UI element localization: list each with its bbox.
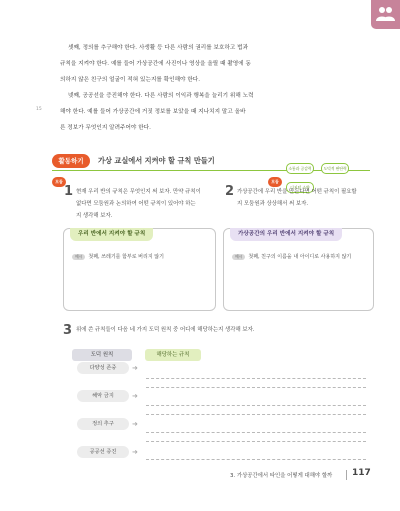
- intro-paragraph-2: [60, 88, 352, 136]
- text-line: 른 정보가 무엇인지 알려주어야 한다.: [60, 125, 151, 131]
- answer-line[interactable]: [146, 387, 366, 388]
- group-badge: 모둠: [268, 177, 282, 187]
- text-line: 해야 한다. 예를 들어 가상공간에 거짓 정보를 보았을 때 지나치지 말고 올바: [60, 109, 246, 115]
- example-tag: 예시: [232, 254, 245, 260]
- principle-label: 해악 금지: [77, 390, 129, 402]
- activity-title: 가상 교실에서 지켜야 할 규칙 만들기: [98, 156, 215, 165]
- arrow-right-icon: ➜: [132, 392, 138, 400]
- principle-column-header: 도덕 원칙: [72, 349, 132, 361]
- question-text: 위에 쓴 규칙들이 다음 네 가지 도덕 원칙 중 어디에 해당하는지 생각해 보자.: [76, 327, 255, 333]
- footer-chapter-title: 3. 가상공간에서 타인을 어떻게 대해야 할까: [230, 473, 333, 479]
- arrow-right-icon: ➜: [132, 364, 138, 372]
- virtual-class-rules-panel[interactable]: [223, 228, 374, 311]
- text-line: 현재 우리 반의 규칙은 무엇인지 써 보자. 만약 규칙이: [76, 189, 201, 195]
- text-line: 가상공간에 우리 반을 만든다면 어떤 규칙이 필요할: [237, 189, 357, 195]
- answer-line[interactable]: [146, 405, 366, 406]
- group-badge: 모둠: [52, 177, 66, 187]
- arrow-right-icon: ➜: [132, 420, 138, 428]
- example-text: 첫째, 쓰레기를 함부로 버리지 않기: [88, 254, 164, 260]
- example-line: [232, 253, 351, 260]
- answer-line[interactable]: [146, 432, 366, 433]
- page-number: 117: [352, 468, 371, 478]
- answer-line[interactable]: [146, 414, 366, 415]
- question-number: 2: [225, 184, 235, 199]
- current-class-rules-panel[interactable]: [63, 228, 216, 311]
- rule-column-header: 해당하는 규칙: [145, 349, 201, 361]
- text-line: 규칙을 지켜야 한다. 예를 들어 가상공간에 사진이나 영상을 올릴 때 촬영에 동: [60, 61, 251, 67]
- principle-label: 공공선 증진: [77, 446, 129, 458]
- text-line: 없다면 모둠원과 논의하여 어떤 규칙이 있어야 하는: [76, 201, 196, 207]
- activity-tag: 활동하기: [52, 154, 90, 168]
- answer-line[interactable]: [146, 441, 366, 442]
- answer-line[interactable]: [146, 459, 366, 460]
- chapter-corner-tab: [371, 0, 400, 29]
- question-number: 3: [63, 323, 73, 338]
- competency-badge: 소통과 공감력: [286, 163, 314, 174]
- people-icon: [376, 6, 395, 22]
- intro-paragraph-1: [60, 40, 352, 88]
- example-tag: 예시: [72, 254, 85, 260]
- arrow-right-icon: ➜: [132, 448, 138, 456]
- question-number: 1: [64, 184, 74, 199]
- answer-line[interactable]: [146, 378, 366, 379]
- footer-divider: [346, 470, 347, 480]
- text-line: 지 생각해 보자.: [76, 213, 113, 219]
- question-text: [76, 186, 221, 222]
- text-line: 지 모둠원과 상상해서 써 보자.: [237, 201, 309, 207]
- question-text: [237, 186, 370, 210]
- text-line: 의하지 않은 친구의 얼굴이 적혀 있는지를 확인해야 한다.: [60, 77, 201, 83]
- text-line: 넷째, 공공선을 증진해야 한다. 다른 사람의 이익과 행복을 늘리기 위해 노력: [68, 93, 254, 99]
- principle-label: 다양성 존중: [77, 362, 129, 374]
- example-line: [72, 253, 164, 260]
- text-line: 셋째, 정의를 추구해야 한다. 사생활 등 다른 사람의 권리를 보호하고 법과: [68, 45, 249, 51]
- panel-title: 가상공간의 우리 반에서 지켜야 할 규칙: [230, 228, 342, 241]
- competency-badge: 디지털 소양: [286, 182, 314, 193]
- example-text: 첫째, 친구의 이름을 내 아이디로 사용하지 않기: [248, 254, 352, 260]
- competency-badge: 도덕적 판단력: [321, 163, 349, 174]
- line-number: 15: [36, 107, 42, 112]
- panel-title: 우리 반에서 지켜야 할 규칙: [70, 228, 153, 241]
- principle-label: 정의 추구: [77, 418, 129, 430]
